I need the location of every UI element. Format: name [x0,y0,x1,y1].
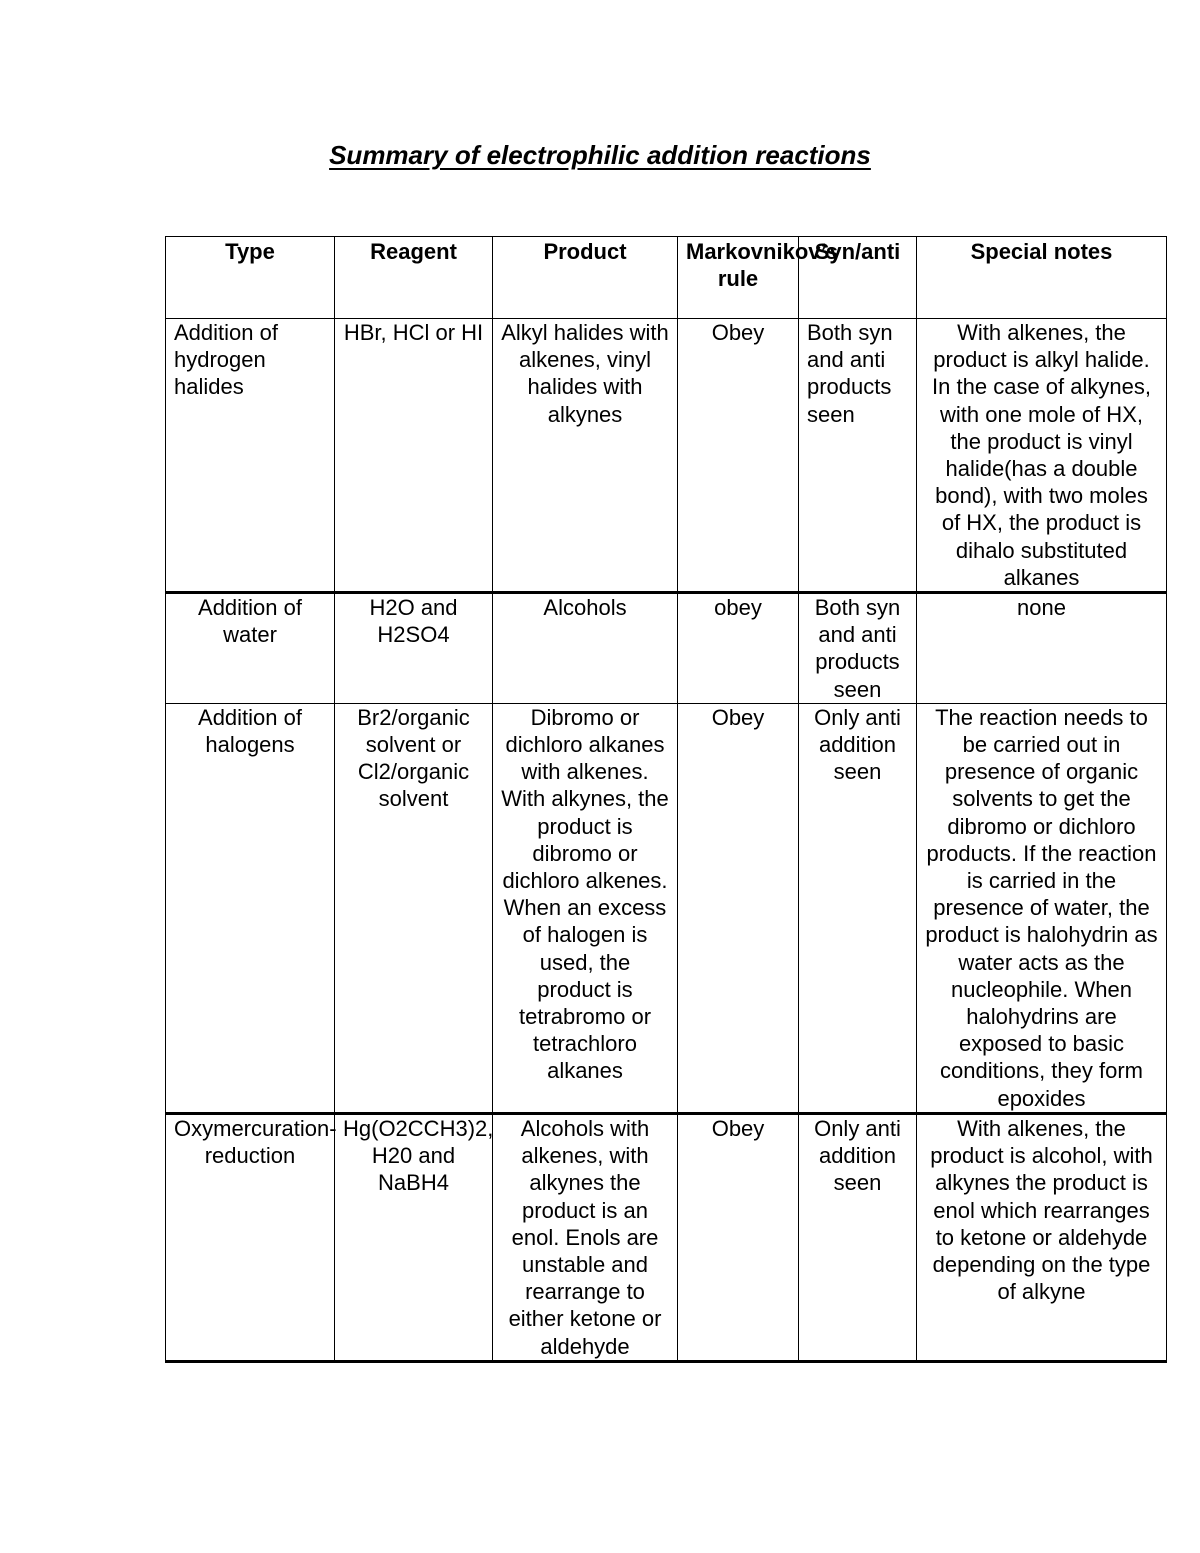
cell-markovnikov: Obey [678,1113,799,1361]
cell-type: Oxymercuration-reduction [166,1113,335,1361]
header-special-notes: Special notes [917,237,1167,319]
cell-notes: The reaction needs to be carried out in presence of organic solvents to get the dibromo or dichloro products. If the reaction is carried in the presence of water, the product is halohydrin as water acts as the nucleophile. When halohydrins are exposed to basic conditions, they form epoxides [917,703,1167,1113]
table-row [166,703,1167,1113]
cell-notes: none [917,593,1167,704]
cell-type: Addition of hydrogen halides [166,319,335,593]
cell-syn-anti: Both syn and anti products seen [799,319,917,593]
cell-type: Addition of halogens [166,703,335,1113]
cell-product: Alcohols [493,593,678,704]
cell-syn-anti: Only anti addition seen [799,703,917,1113]
header-markovnikov: Markovnikov’s rule [678,237,799,319]
cell-reagent: Hg(O2CCH3)2, H20 and NaBH4 [335,1113,493,1361]
cell-notes: With alkenes, the product is alcohol, with alkynes the product is enol which rearranges to ketone or aldehyde depending on the type of alkyne [917,1113,1167,1361]
header-product: Product [493,237,678,319]
cell-product: Dibromo or dichloro alkanes with alkenes. With alkynes, the product is dibromo or dichloro alkenes. When an excess of halogen is used, the product is tetrabromo or tetrachloro alkanes [493,703,678,1113]
header-syn-anti: Syn/anti [799,237,917,319]
cell-syn-anti: Only anti addition seen [799,1113,917,1361]
cell-type: Addition of water [166,593,335,704]
cell-syn-anti: Both syn and anti products seen [799,593,917,704]
cell-reagent: Br2/organic solvent or Cl2/organic solvent [335,703,493,1113]
cell-markovnikov: obey [678,593,799,704]
table-row [166,593,1167,704]
cell-markovnikov: Obey [678,703,799,1113]
reactions-table [165,236,1167,1363]
table-row [166,1113,1167,1361]
page-title: Summary of electrophilic addition reactions [329,140,871,170]
header-type: Type [166,237,335,319]
table-header-row [166,237,1167,319]
cell-reagent: HBr, HCl or HI [335,319,493,593]
header-reagent: Reagent [335,237,493,319]
cell-markovnikov: Obey [678,319,799,593]
cell-product: Alcohols with alkenes, with alkynes the product is an enol. Enols are unstable and rearrange to either ketone or aldehyde [493,1113,678,1361]
cell-notes: With alkenes, the product is alkyl halide. In the case of alkynes, with one mole of HX, the product is vinyl halide(has a double bond), with two moles of HX, the product is dihalo substituted alkanes [917,319,1167,593]
table-row [166,319,1167,593]
cell-product: Alkyl halides with alkenes, vinyl halides with alkynes [493,319,678,593]
cell-reagent: H2O and H2SO4 [335,593,493,704]
